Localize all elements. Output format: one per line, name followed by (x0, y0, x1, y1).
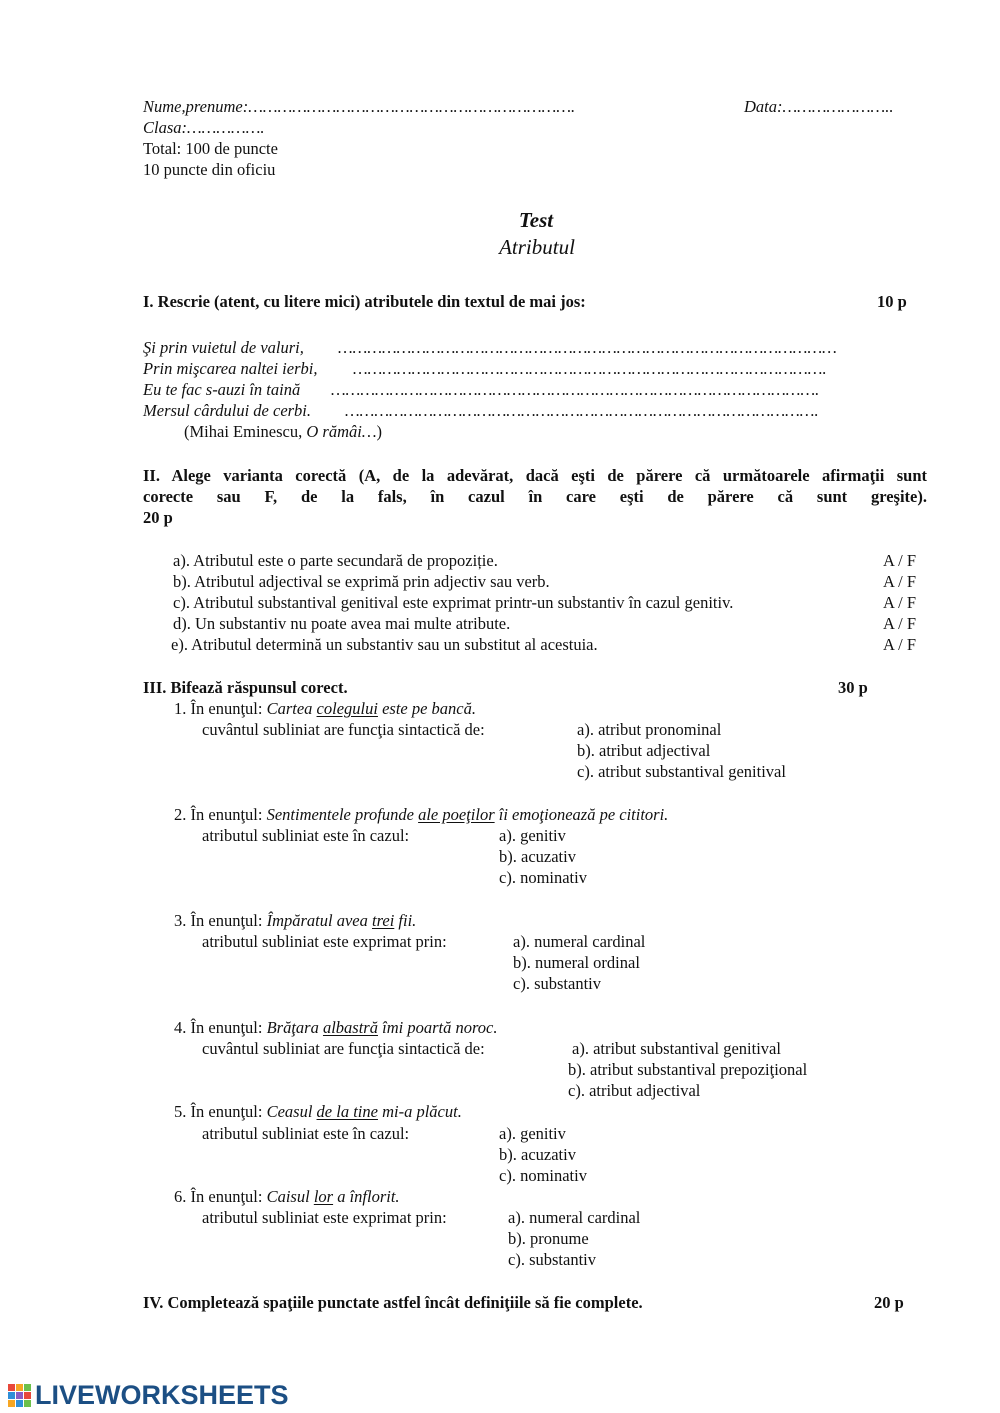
question-1: 1. În enunţul: Cartea colegului este pe bancă. (174, 699, 477, 718)
logo-square (16, 1392, 23, 1399)
statement-item: d). Un substantiv nu poate avea mai multe atribute. (173, 614, 511, 633)
section4-points: 20 p (874, 1293, 904, 1312)
true-false-choice[interactable]: A / F (883, 635, 917, 654)
underlined-word: colegului (316, 699, 378, 718)
page-title: Test (518, 208, 554, 232)
option-a[interactable]: a). genitiv (499, 1124, 566, 1143)
option-b[interactable]: b). acuzativ (499, 1145, 576, 1164)
question-prompt: cuvântul subliniat are funcţia sintactică de: (202, 720, 485, 739)
statement-item: b). Atributul adjectival se exprimă prin adjectiv sau verb. (173, 572, 550, 591)
answer-field[interactable]: ………………………………………………………………………………………. (331, 380, 820, 399)
bonus-points: 10 puncte din oficiu (143, 160, 276, 179)
date-line (744, 96, 893, 117)
question-2: 2. În enunţul: Sentimentele profunde ale poeţilor îi emoţionează pe cititori. (174, 805, 669, 824)
option-c[interactable]: c). substantiv (513, 974, 601, 993)
option-a[interactable]: a). numeral cardinal (513, 932, 646, 951)
option-c[interactable]: c). nominativ (499, 1166, 587, 1185)
true-false-choice[interactable]: A / F (883, 551, 917, 570)
true-false-choice[interactable]: A / F (883, 614, 917, 633)
poem-line: Eu te fac s-auzi în taină (143, 380, 301, 399)
class-field[interactable]: ……………. (187, 118, 265, 137)
logo-text: LIVEWORKSHEETS (35, 1379, 289, 1410)
true-false-choice[interactable]: A / F (883, 593, 917, 612)
name-line (143, 96, 575, 117)
poem-line: Mersul cârdului de cerbi. (143, 401, 312, 420)
question-5: 5. În enunţul: Ceasul de la tine mi-a plăcut. (174, 1102, 462, 1121)
class-label: Clasa: (143, 118, 188, 137)
logo-square (16, 1384, 23, 1391)
question-prompt: atributul subliniat este exprimat prin: (202, 932, 447, 951)
option-c[interactable]: c). atribut substantival genitival (577, 762, 786, 781)
option-b[interactable]: b). acuzativ (499, 847, 576, 866)
underlined-word: albastră (322, 1018, 378, 1037)
name-label: Nume,prenume: (143, 97, 249, 116)
section2-heading-line2: corecte sau F, de la fals, în cazul în care eşti de părere că sunt greşite). (143, 487, 927, 506)
option-a[interactable]: a). numeral cardinal (508, 1208, 641, 1227)
question-3: 3. În enunţul: Împăratul avea trei fii. (174, 911, 417, 930)
underlined-word: ale poeţilor (418, 805, 495, 824)
section2-points: 20 p (143, 508, 173, 527)
liveworksheets-logo[interactable] (8, 1379, 289, 1411)
logo-square (24, 1400, 31, 1407)
option-b[interactable]: b). atribut substantival prepoziţional (568, 1060, 808, 1079)
logo-square (8, 1392, 15, 1399)
question-prompt: atributul subliniat este exprimat prin: (202, 1208, 447, 1227)
option-a[interactable]: a). atribut pronominal (577, 720, 722, 739)
answer-field[interactable]: ……………………………………………………………………………………. (345, 401, 819, 420)
logo-square (8, 1400, 15, 1407)
logo-square (24, 1392, 31, 1399)
underlined-word: de la tine (316, 1102, 378, 1121)
poem-source: (Mihai Eminescu, O rămâi…) (184, 422, 382, 441)
logo-square (24, 1384, 31, 1391)
question-6: 6. În enunţul: Caisul lor a înflorit. (174, 1187, 400, 1206)
underlined-word: lor (313, 1187, 334, 1206)
class-line (143, 117, 265, 138)
true-false-choice[interactable]: A / F (883, 572, 917, 591)
date-field[interactable]: ………………….. (782, 97, 894, 116)
section4-heading: IV. Completează spaţiile punctate astfel încât definiţiile să fie complete. (143, 1293, 643, 1312)
date-label: Data: (744, 97, 783, 116)
option-b[interactable]: b). atribut adjectival (577, 741, 711, 760)
question-prompt: atributul subliniat este în cazul: (202, 826, 410, 845)
poem-line: Şi prin vuietul de valuri, (143, 338, 304, 357)
option-c[interactable]: c). substantiv (508, 1250, 596, 1269)
option-b[interactable]: b). numeral ordinal (513, 953, 640, 972)
logo-grid-icon (8, 1384, 31, 1407)
page-subtitle: Atributul (499, 235, 575, 259)
logo-square (8, 1384, 15, 1391)
statement-item: a). Atributul este o parte secundară de propoziție. (173, 551, 498, 570)
answer-field[interactable]: ……………………………………………………………………………………. (353, 359, 827, 378)
logo-square (16, 1400, 23, 1407)
underlined-word: trei (371, 911, 395, 930)
poem-line: Prin mişcarea naltei ierbi, (143, 359, 318, 378)
question-prompt: cuvântul subliniat are funcţia sintactică de: (202, 1039, 485, 1058)
name-field[interactable]: …………………………………………………………. (248, 97, 576, 116)
section2-heading-line1: II. Alege varianta corectă (A, de la adevărat, dacă eşti de părere că următoarele afirmaţii sunt (143, 466, 927, 485)
answer-field[interactable]: ………………………………………………………………………………………… (338, 338, 837, 357)
section1-points: 10 p (877, 292, 907, 311)
question-prompt: atributul subliniat este în cazul: (202, 1124, 410, 1143)
section1-heading: I. Rescrie (atent, cu litere mici) atributele din textul de mai jos: (143, 292, 586, 311)
statement-item: e). Atributul determină un substantiv sau un substitut al acestuia. (171, 635, 598, 654)
total-points: Total: 100 de puncte (143, 139, 278, 158)
option-a[interactable]: a). genitiv (499, 826, 566, 845)
option-c[interactable]: c). atribut adjectival (568, 1081, 701, 1100)
section3-heading: III. Bifează răspunsul corect. (143, 678, 348, 697)
option-a[interactable]: a). atribut substantival genitival (572, 1039, 781, 1058)
option-c[interactable]: c). nominativ (499, 868, 587, 887)
option-b[interactable]: b). pronume (508, 1229, 589, 1248)
statement-item: c). Atributul substantival genitival este exprimat printr-un substantiv în cazul genitiv. (173, 593, 734, 612)
question-4: 4. În enunţul: Brăţara albastră îmi poartă noroc. (174, 1018, 498, 1037)
section3-points: 30 p (838, 678, 868, 697)
